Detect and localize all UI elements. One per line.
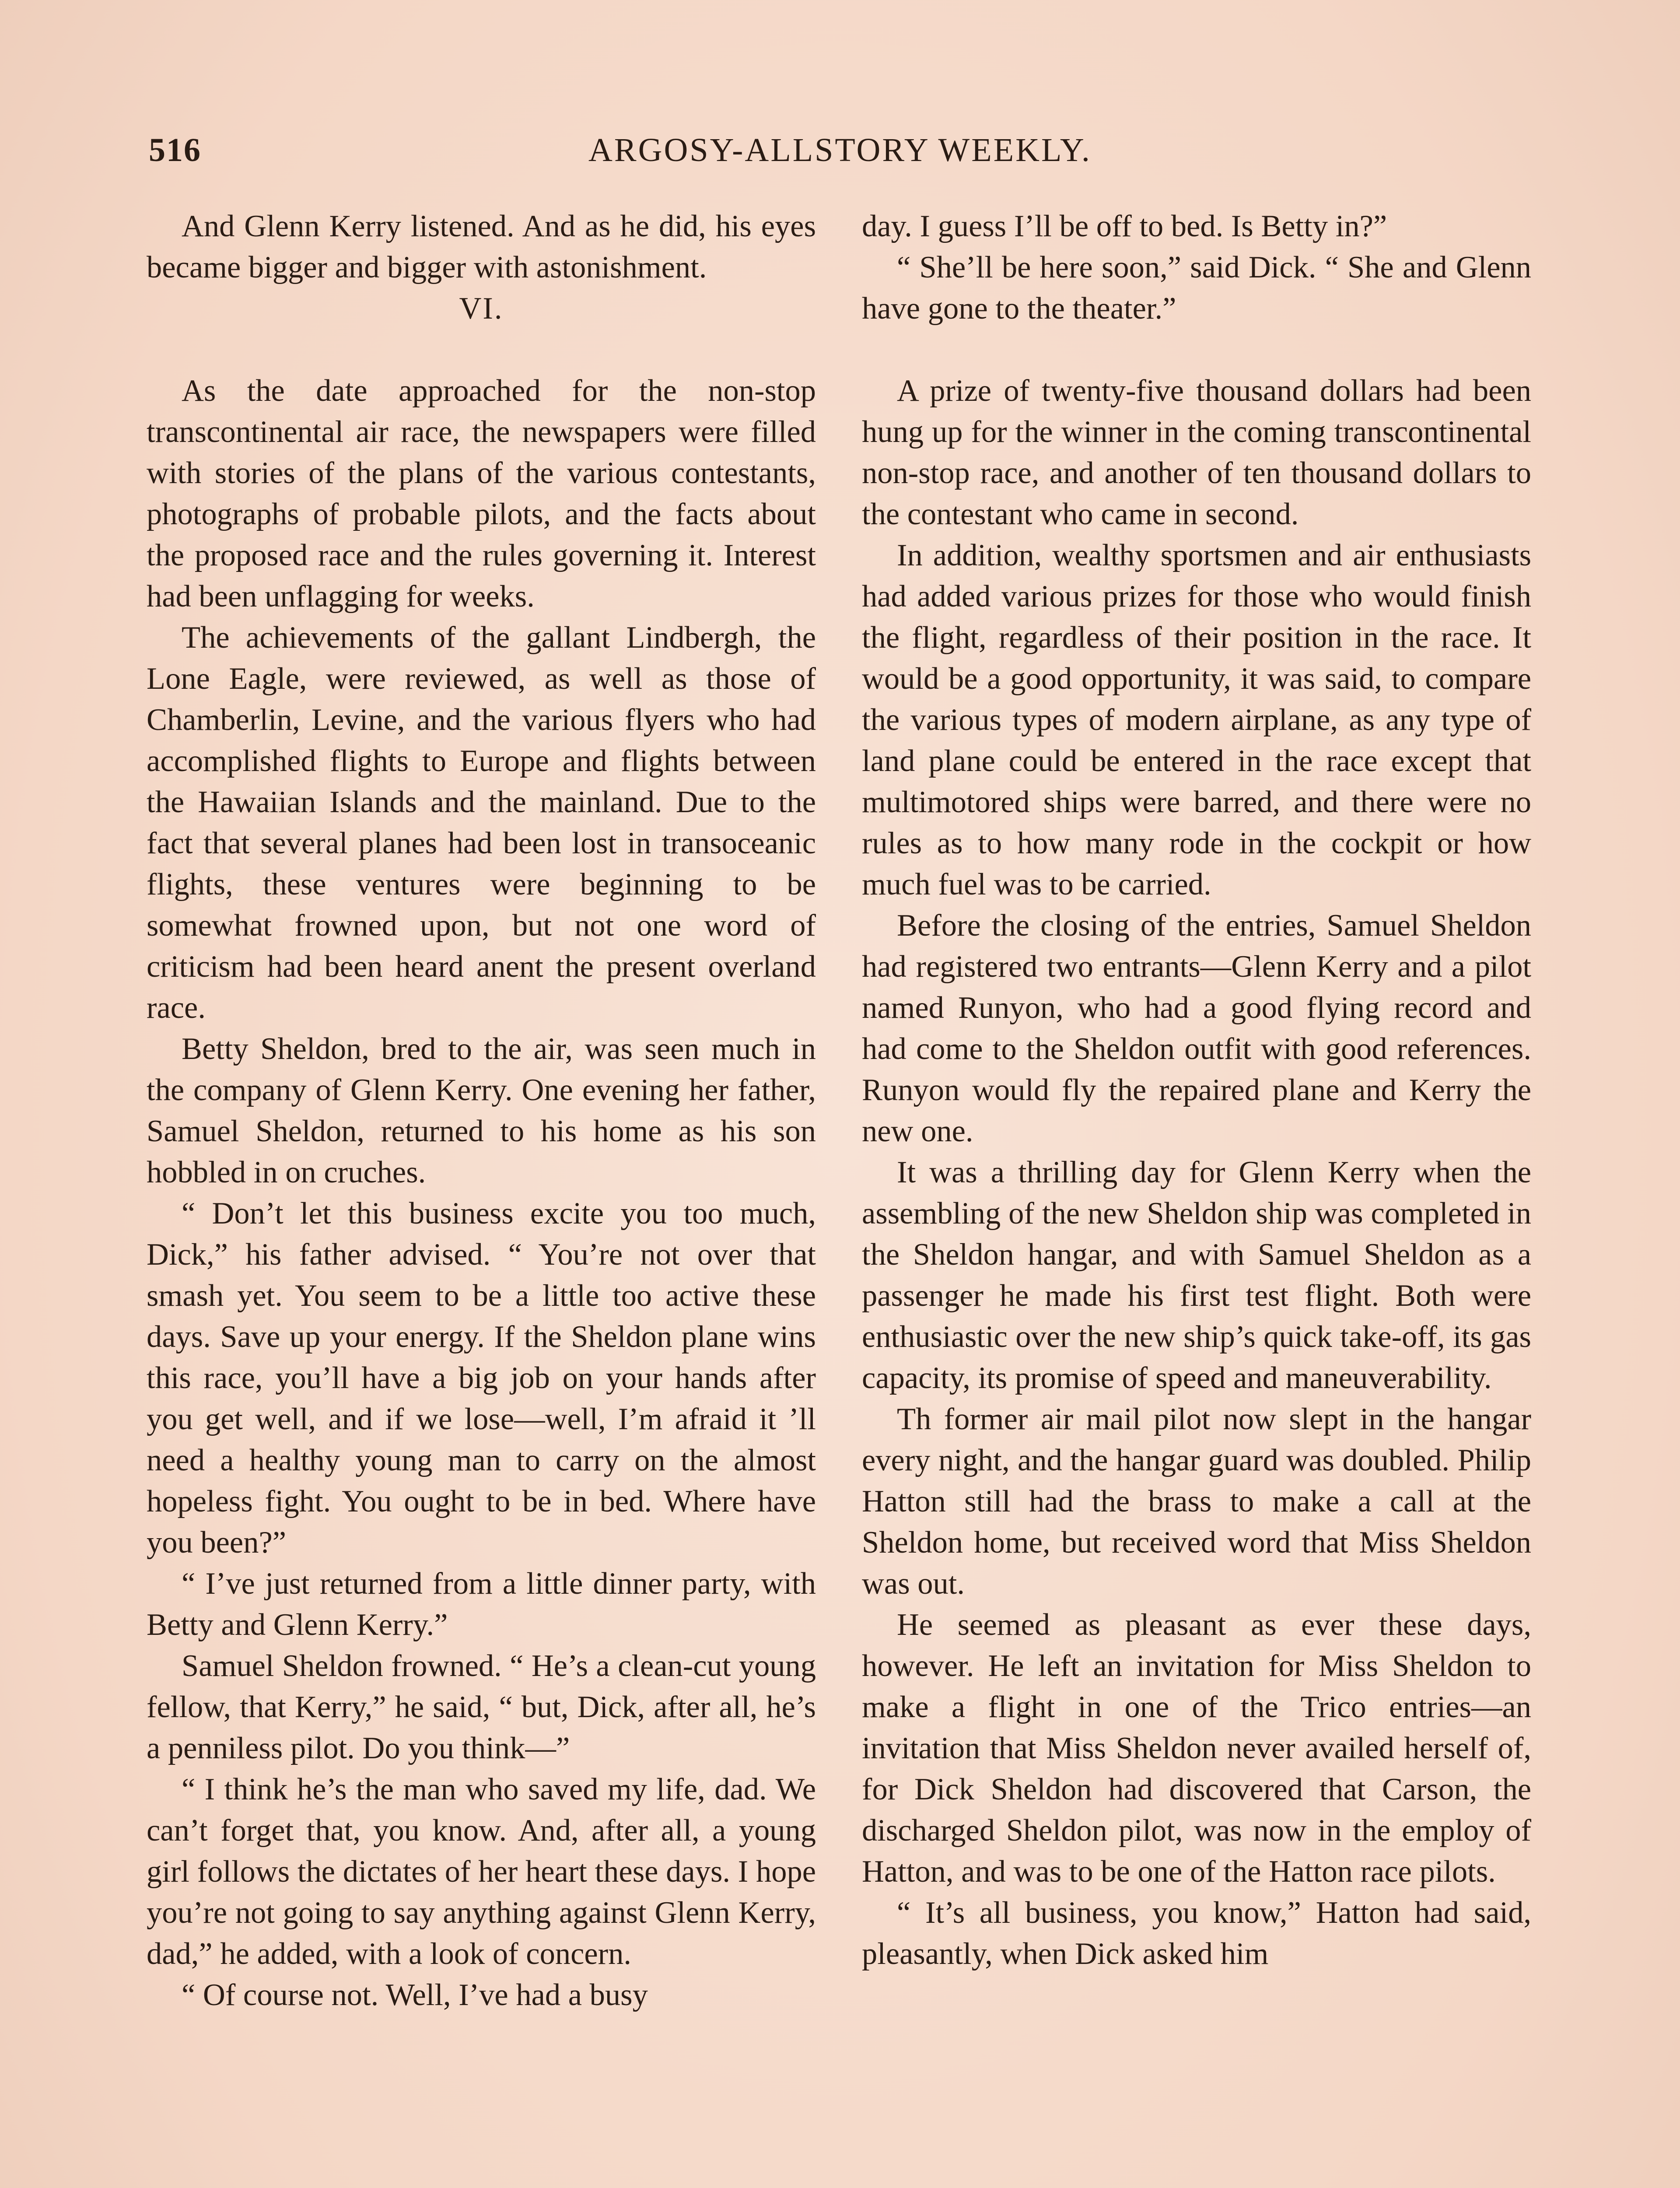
paragraph: “ She’ll be here soon,” said Dick. “ She and Glenn have gone to the theater.” — [862, 250, 1531, 326]
paragraph: “ I’ve just returned from a little dinner party, with Betty and Glenn Kerry.” — [147, 1567, 816, 1642]
paragraph: And Glenn Kerry listened. And as he did, his eyes became bigger and bigger with astonishment. — [147, 209, 816, 284]
section-heading: VI. — [459, 291, 504, 326]
paragraph: A prize of twenty-five thousand dollars had been hung up for the winner in the coming transcontinental non-stop race, and another of ten thousand dollars to the contestant who came in second. — [862, 374, 1531, 531]
paragraph: Betty Sheldon, bred to the air, was seen much in the company of Glenn Kerry. One evening her father, Samuel Sheldon, returned to his home as his son hobbled in on cruches. — [147, 1032, 816, 1189]
paragraph: It was a thrilling day for Glenn Kerry when the assembling of the new Sheldon ship was completed in the Sheldon hangar, and with Samuel Sheldon as a passenger he made his first test flight. Both were enthusiastic over the new ship’s quick take-off, its gas capacity, its promise of speed and maneuverability. — [862, 1155, 1531, 1395]
paragraph: “ Of course not. Well, I’ve had a busy — [182, 1978, 648, 2012]
paragraph: day. I guess I’ll be off to bed. Is Betty in?” — [862, 209, 1387, 243]
paragraph: Samuel Sheldon frowned. “ He’s a clean-cut young fellow, that Kerry,” he said, “ but, Dick, after all, he’s a penniless pilot. Do you think—” — [147, 1649, 816, 1765]
paragraph: “ It’s all business, you know,” Hatton had said, pleasantly, when Dick asked him — [862, 1896, 1531, 1971]
paragraph: The achievements of the gallant Lindbergh, the Lone Eagle, were reviewed, as well as those of Chamberlin, Levine, and the various flyers who had accomplished flights to Europe and flights between the Hawaiian Islands and the mainland. Due to the fact that several planes had been lost in transoceanic flights, these ventures were beginning to be somewhat frowned upon, but not one word of criticism had been heard anent the present overland race. — [147, 621, 816, 1025]
right-column — [862, 206, 1531, 2188]
paragraph: As the date approached for the non-stop transcontinental air race, the newspapers were filled with stories of the plans of the various contestants, photographs of probable pilots, and the facts about the proposed race and the rules governing it. Interest had been unflagging for weeks. — [147, 374, 816, 614]
paragraph: “ Don’t let this business excite you too much, Dick,” his father advised. “ You’re not over that smash yet. You seem to be a little too active these days. Save up your energy. If the Sheldon plane wins this race, you’ll have a big job on your hands after you get well, and if we lose—well, I’m afraid it ’ll need a healthy young man to carry on the almost hopeless fight. You ought to be in bed. Where have you been?” — [147, 1196, 816, 1560]
running-title: ARGOSY-ALLSTORY WEEKLY. — [588, 132, 1092, 168]
paragraph: “ I think he’s the man who saved my life, dad. We can’t forget that, you know. And, after all, a young girl follows the dictates of her heart these days. I hope you’re not going to say anything against Glenn Kerry, dad,” he added, with a look of concern. — [147, 1772, 816, 1971]
text-columns — [147, 206, 1531, 2188]
page-number: 516 — [149, 132, 201, 168]
left-column — [147, 206, 816, 2188]
paragraph: Th former air mail pilot now slept in the hangar every night, and the hangar guard was doubled. Philip Hatton still had the brass to make a call at the Sheldon home, but received word that Miss Sheldon was out. — [862, 1402, 1531, 1601]
paragraph: He seemed as pleasant as ever these days, however. He left an invitation for Miss Sheldon to make a flight in one of the Trico entries—an invitation that Miss Sheldon never availed herself of, for Dick Sheldon had discovered that Carson, the discharged Sheldon pilot, was now in the employ of Hatton, and was to be one of the Hatton race pilots. — [862, 1608, 1531, 1889]
paragraph: In addition, wealthy sportsmen and air enthusiasts had added various prizes for those who would finish the flight, regardless of their position in the race. It would be a good opportunity, it was said, to compare the various types of modern airplane, as any type of land plane could be entered in the race except that multimotored ships were barred, and there were no rules as to how many rode in the cockpit or how much fuel was to be carried. — [862, 538, 1531, 901]
paragraph: Before the closing of the entries, Samuel Sheldon had registered two entrants—Glenn Kerry and a pilot named Runyon, who had a good flying record and had come to the Sheldon outfit with good references. Runyon would fly the repaired plane and Kerry the new one. — [862, 908, 1531, 1148]
